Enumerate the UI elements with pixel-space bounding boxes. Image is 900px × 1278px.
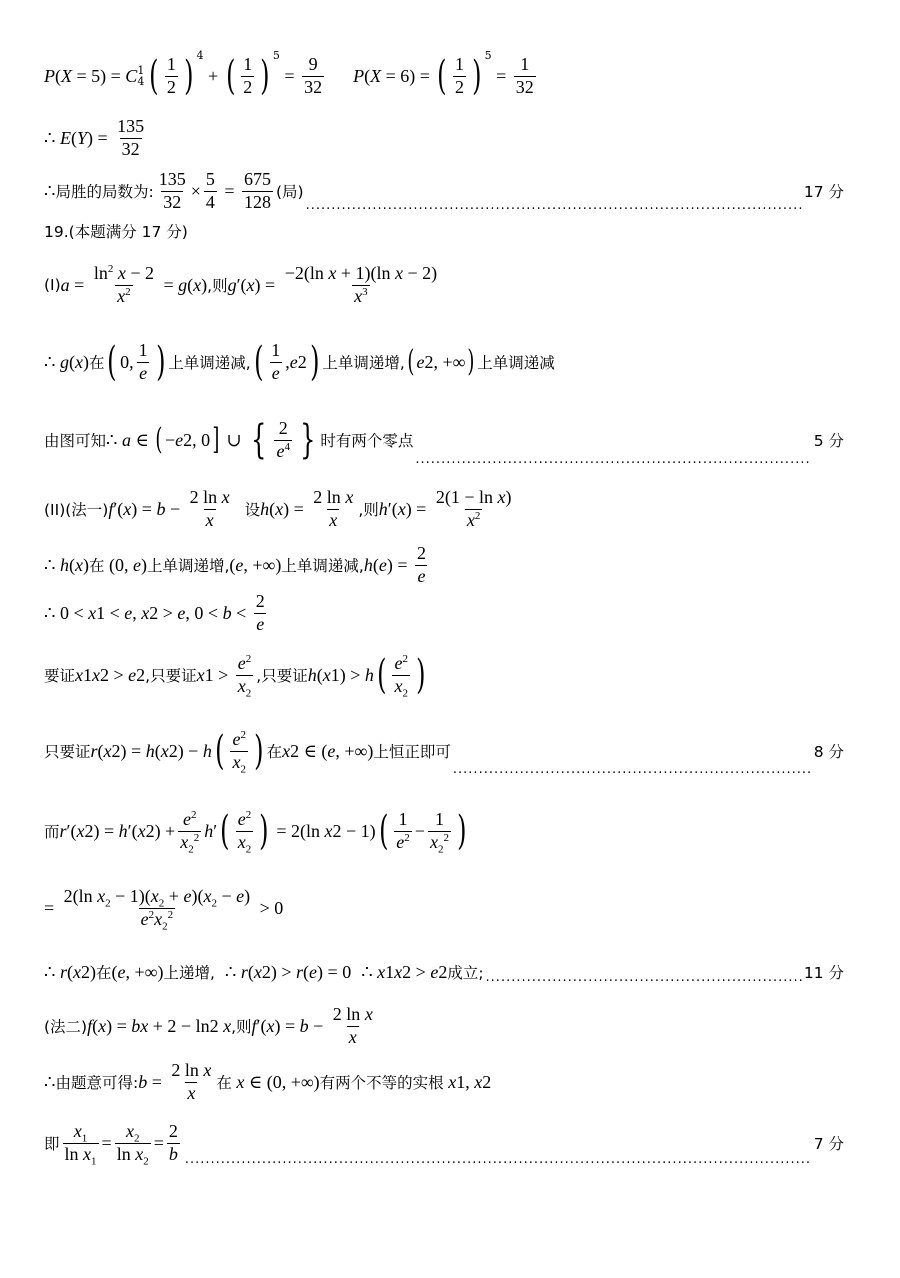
line-monotonic-g: ∴ g ( x ) 在 ( 0, $\frac{1}{e}$ ) 上单调递减, ( $\frac{1}{e}$ , e 2 ) 上单调递增, ( e 2 , +∞ ) 上单调递减: [44, 339, 555, 385]
line-method1: (II)(法一) f ′ ( x ) = b − $\frac{\text{2 ln x}}{x}$ 设 h ( x ) = $\frac{\text{2 ln x}}{x}$ ,则 h ′ ( x ) = $\frac{\text{2(1 − ln x)}}{x^2}$: [44, 486, 512, 530]
score-7: 7 分: [813, 1135, 844, 1153]
line-positive: = $\frac{2(\ln x_2 - 1)(x_2 + e)(x_2 - e)}{e^2x_2^2}$ > 0: [44, 885, 284, 933]
line-bounds: ∴ 0 < x 1 < e , x 2 > e , 0 < b < $\frac{2}{e}$: [44, 590, 265, 634]
heading-problem-19: 19.(本题满分 17 分): [44, 223, 188, 241]
line-two-zeros: 由图可知 ∴ a ∈ ( − e 2 , 0 ] ∪ { $\frac{2}{e^4}$ } 时有两个零点 ..... 5 分: [44, 410, 844, 470]
line-method2: (法二) f ( x ) = bx + 2 − ln 2 x ,则 f ′ ( x ) = b − $\frac{\text{2 ln x}}{x}$: [44, 1003, 373, 1047]
line-b-equation: ∴ 由题意可得: b = $\frac{\text{2 ln x}}{x}$ 在 x ∈ (0, +∞) 有两个不等的实根 x 1 , x 2: [44, 1059, 492, 1103]
score-8: 8 分: [813, 743, 844, 761]
line-r-derivative: 而 r ′ ( x 2 ) = h ′ ( x 2 ) + $\frac{e^2}{x_2^2}$ h ′ ( $\frac{e^2}{x_2}$ ) = 2(ln x 2 − 1) ( $\frac{1}{e^2}$ − $\frac{1}{x_2^2}$ ): [44, 808, 467, 856]
line-wins: ∴ 局胜的局数为: $\frac{135}{32}$ × $\frac{5}{4}$ = $\frac{675}{128}$ (局) ..... 17 分: [44, 166, 844, 216]
line-part1-g: (I) a = $\frac{\ln^2 x - 2}{x^2}$ = g ( x ) ,则 g ′ ( x ) = $\frac{\text{−2(ln x + 1)(ln x − 2)}}{x^3}$: [44, 262, 438, 306]
line-r-def: 只要证 r ( x 2 ) = h ( x 2 ) − h ( $\frac{e^2}{x_2}$ ) 在 x 2 ∈ ( e , +∞) 上恒正即可 ..... 8 分: [44, 722, 844, 780]
line-probabilities: P ( X = 5) = C 1 4 ( $\frac{1}{2}$ ) 4 + ( $\frac{1}{2}$ ) 5 = $\frac{9}{32}$ P ( X = 6) = ( $\frac{1}{2}$ ) 5 = $\frac{1}{32}$: [44, 49, 534, 99]
line-monotonic-h: ∴ h ( x ) 在 (0, e ) 上单调递增, ( e , +∞) 上单调递减, h ( e ) = $\frac{2}{e}$: [44, 542, 426, 586]
line-ratio: 即 $\frac{x_1}{\ln x_1}$ = $\frac{x_2}{\ln x_2}$ = $\frac{2}{b}$ ..... 7 分: [44, 1116, 844, 1170]
score-11: 11 分: [803, 964, 844, 982]
line-to-prove: 要证 x 1 x 2 > e 2 ,只要证 x 1 > $\frac{e^2}{x_2}$ ,只要证 h ( x 1 ) > h ( $\frac{e^2}{x_2}$ ): [44, 652, 426, 700]
line-expectation: ∴ E ( Y ) = $\frac{135}{32}$: [44, 115, 145, 159]
score-17: 17 分: [803, 183, 844, 201]
line-conclusion: ∴ r ( x 2 ) 在 ( e , +∞) 上递增, ∴ r ( x 2 ) > r ( e ) = 0 ∴ x 1 x 2 > e 2 成立; ..... 11 分: [44, 956, 844, 988]
score-5: 5 分: [813, 432, 844, 450]
